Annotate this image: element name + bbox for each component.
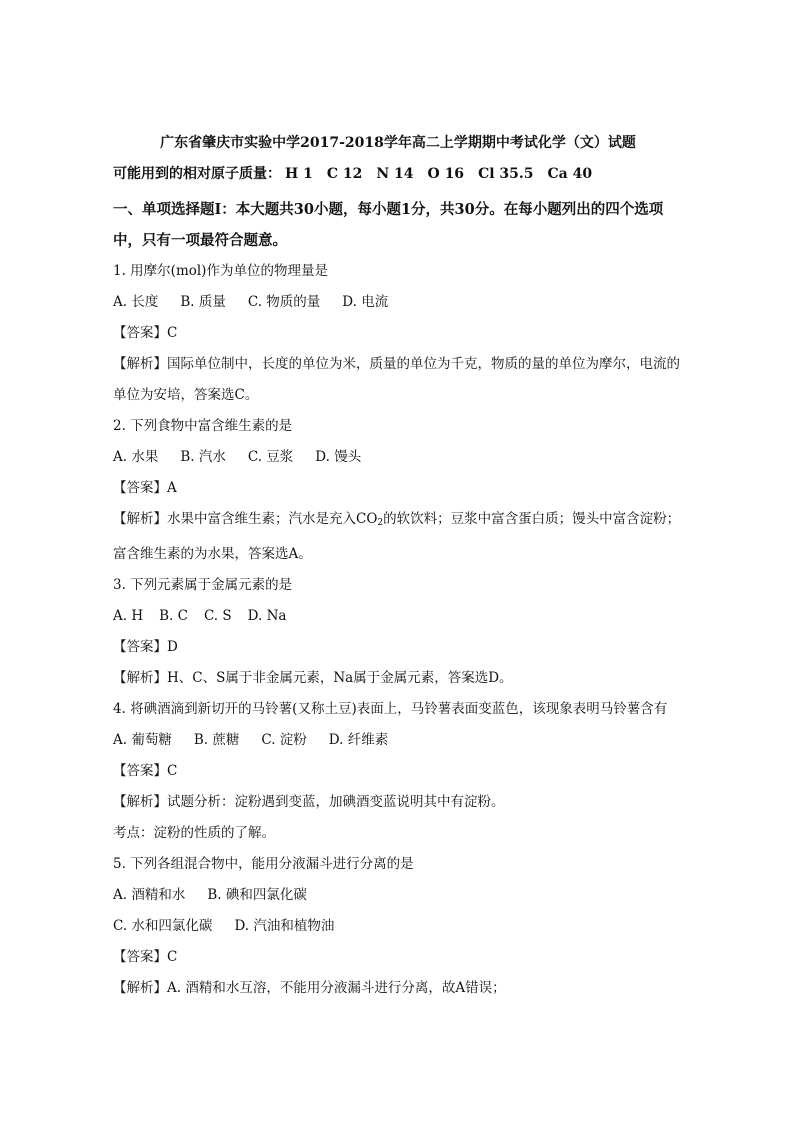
analysis-part-2: 的软饮料；豆浆中富含蛋白质；馒头中富含淀粉；富含维生素的为水果，答案选A。 bbox=[113, 511, 681, 562]
option-c: C. 豆浆 bbox=[247, 449, 294, 465]
option-b: B. 汽水 bbox=[180, 449, 226, 465]
mass-n: N 14 bbox=[376, 166, 414, 182]
atomic-masses-label: 可能用到的相对原子质量： bbox=[113, 166, 281, 182]
option-d: D. 汽油和植物油 bbox=[234, 918, 335, 934]
option-d: D. 纤维素 bbox=[328, 732, 389, 748]
option-c: C. 物质的量 bbox=[247, 294, 321, 310]
mass-c: C 12 bbox=[326, 166, 363, 182]
option-a: A. 酒精和水 bbox=[113, 887, 186, 903]
option-d: D. Na bbox=[247, 608, 287, 624]
question-3-options bbox=[113, 601, 683, 632]
mass-ca: Ca 40 bbox=[547, 166, 593, 182]
atomic-masses bbox=[113, 163, 683, 194]
mass-cl: Cl 35.5 bbox=[478, 166, 534, 182]
question-4-answer: 【答案】C bbox=[113, 763, 178, 779]
option-b: B. 碘和四氯化碳 bbox=[207, 887, 307, 903]
option-b: B. 质量 bbox=[180, 294, 226, 310]
mass-h: H 1 bbox=[285, 166, 313, 182]
question-4-options bbox=[113, 725, 683, 756]
question-3-analysis: 【解析】H、C、S属于非金属元素，Na属于金属元素，答案选D。 bbox=[113, 670, 513, 686]
question-5-options-row-2 bbox=[113, 911, 683, 942]
option-d: D. 电流 bbox=[342, 294, 389, 310]
question-2-answer: 【答案】A bbox=[113, 480, 177, 496]
co2-subscript: 2 bbox=[377, 518, 384, 528]
question-1-analysis: 【解析】国际单位制中，长度的单位为米，质量的单位为千克，物质的量的单位为摩尔，电流的单位为安培，答案选C。 bbox=[113, 356, 680, 403]
option-c: C. 淀粉 bbox=[261, 732, 307, 748]
question-3-stem: 3. 下列元素属于金属元素的是 bbox=[113, 577, 293, 593]
question-4-point: 考点：淀粉的性质的了解。 bbox=[113, 825, 275, 841]
page-title: 广东省肇庆市实验中学2017-2018学年高二上学期期中考试化学（文）试题 bbox=[160, 135, 636, 151]
question-4-analysis: 【解析】试题分析：淀粉遇到变蓝，加碘酒变蓝说明其中有淀粉。 bbox=[113, 794, 505, 810]
mass-o: O 16 bbox=[427, 166, 465, 182]
option-b: B. C bbox=[159, 608, 188, 624]
option-a: A. H bbox=[113, 608, 144, 624]
option-c: C. S bbox=[203, 608, 232, 624]
option-a: A. 水果 bbox=[113, 449, 159, 465]
analysis-part-1: 【解析】水果中富含维生素；汽水是充入CO bbox=[113, 511, 378, 527]
option-a: A. 长度 bbox=[113, 294, 159, 310]
question-5-answer: 【答案】C bbox=[113, 949, 178, 965]
question-2-options bbox=[113, 442, 683, 473]
section-heading: 一、单项选择题Ⅰ：本大题共30小题，每小题1分，共30分。在每小题列出的四个选项中，只有一项最符合题意。 bbox=[113, 201, 664, 249]
question-5-analysis: 【解析】A. 酒精和水互溶，不能用分液漏斗进行分离，故A错误； bbox=[113, 980, 506, 996]
question-1-answer: 【答案】C bbox=[113, 325, 178, 341]
question-2-stem: 2. 下列食物中富含维生素的是 bbox=[113, 418, 293, 434]
question-3-answer: 【答案】D bbox=[113, 639, 178, 655]
question-1-options bbox=[113, 287, 683, 318]
question-4-stem: 4. 将碘酒滴到新切开的马铃薯(又称土豆)表面上，马铃薯表面变蓝色，该现象表明马铃薯含有 bbox=[113, 701, 668, 717]
question-1-stem: 1. 用摩尔(mol)作为单位的物理量是 bbox=[113, 263, 328, 279]
question-5-options-row-1 bbox=[113, 880, 683, 911]
question-5-stem: 5. 下列各组混合物中，能用分液漏斗进行分离的是 bbox=[113, 856, 414, 872]
document-page bbox=[113, 132, 683, 1004]
option-a: A. 葡萄糖 bbox=[113, 732, 172, 748]
option-c: C. 水和四氯化碳 bbox=[113, 918, 213, 934]
question-2-analysis bbox=[113, 504, 683, 570]
option-d: D. 馒头 bbox=[315, 449, 362, 465]
option-b: B. 蔗糖 bbox=[193, 732, 240, 748]
